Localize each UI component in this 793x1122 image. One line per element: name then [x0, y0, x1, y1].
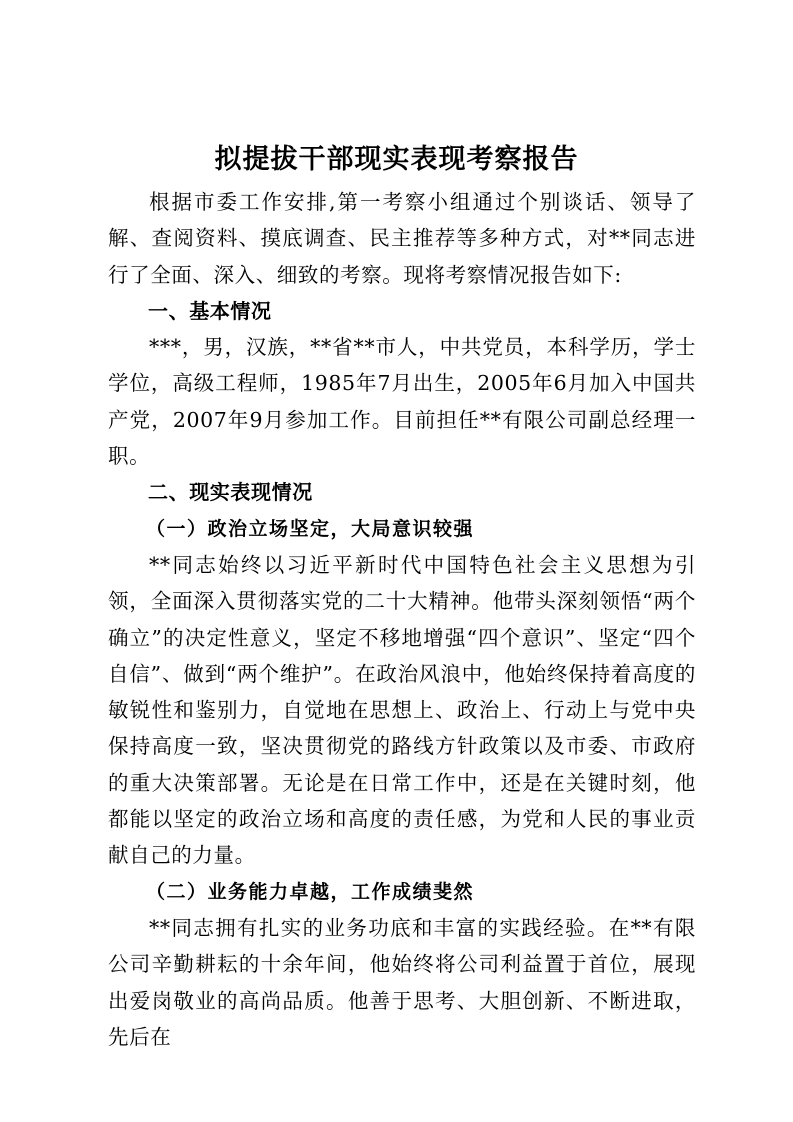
political-stance-paragraph: **同志始终以习近平新时代中国特色社会主义思想为引领，全面深入贯彻落实党的二十大精神。他带头深刻领悟“两个确立”的决定性意义，坚定不移地增强“四个意识”、坚定“四个自信”、做到“两个维护”。在政治风浪中，他始终保持着高度的敏锐性和鉴别力，自觉地在思想上、政治上、行动上与党中央保持高度一致，坚决贯彻党的路线方针政策以及市委、市政府的重大决策部署。无论是在日常工作中，还是在关键时刻，他都能以坚定的政治立场和高度的责任感，为党和人民的事业贡献自己的力量。	[108, 552, 696, 868]
section-heading-performance: 二、现实表现情况	[148, 480, 313, 505]
basic-info-paragraph: ***，男，汉族，**省**市人，中共党员，本科学历，学士学位，高级工程师，1985年7月出生，2005年6月加入中国共产党，2007年9月参加工作。目前担任**有限公司副总经理一职。	[108, 335, 696, 469]
subsection-heading-political-stance: （一）政治立场坚定，大局意识较强	[146, 517, 475, 540]
business-ability-paragraph: **同志拥有扎实的业务功底和丰富的实践经验。在**有限公司辛勤耕耘的十余年间，他始终将公司利益置于首位，展现出爱岗敬业的高尚品质。他善于思考、大胆创新、不断进取，先后在	[108, 915, 696, 1049]
intro-paragraph: 根据市委工作安排,第一考察小组通过个别谈话、领导了解、查阅资料、摸底调查、民主推荐等多种方式，对**同志进行了全面、深入、细致的考察。现将考察情况报告如下:	[108, 190, 696, 287]
document-body	[108, 184, 696, 1055]
section-heading-basic-info: 一、基本情况	[148, 298, 272, 323]
subsection-heading-business-ability: （二）业务能力卓越，工作成绩斐然	[146, 880, 475, 903]
document-title: 拟提拔干部现实表现考察报告	[214, 144, 579, 175]
